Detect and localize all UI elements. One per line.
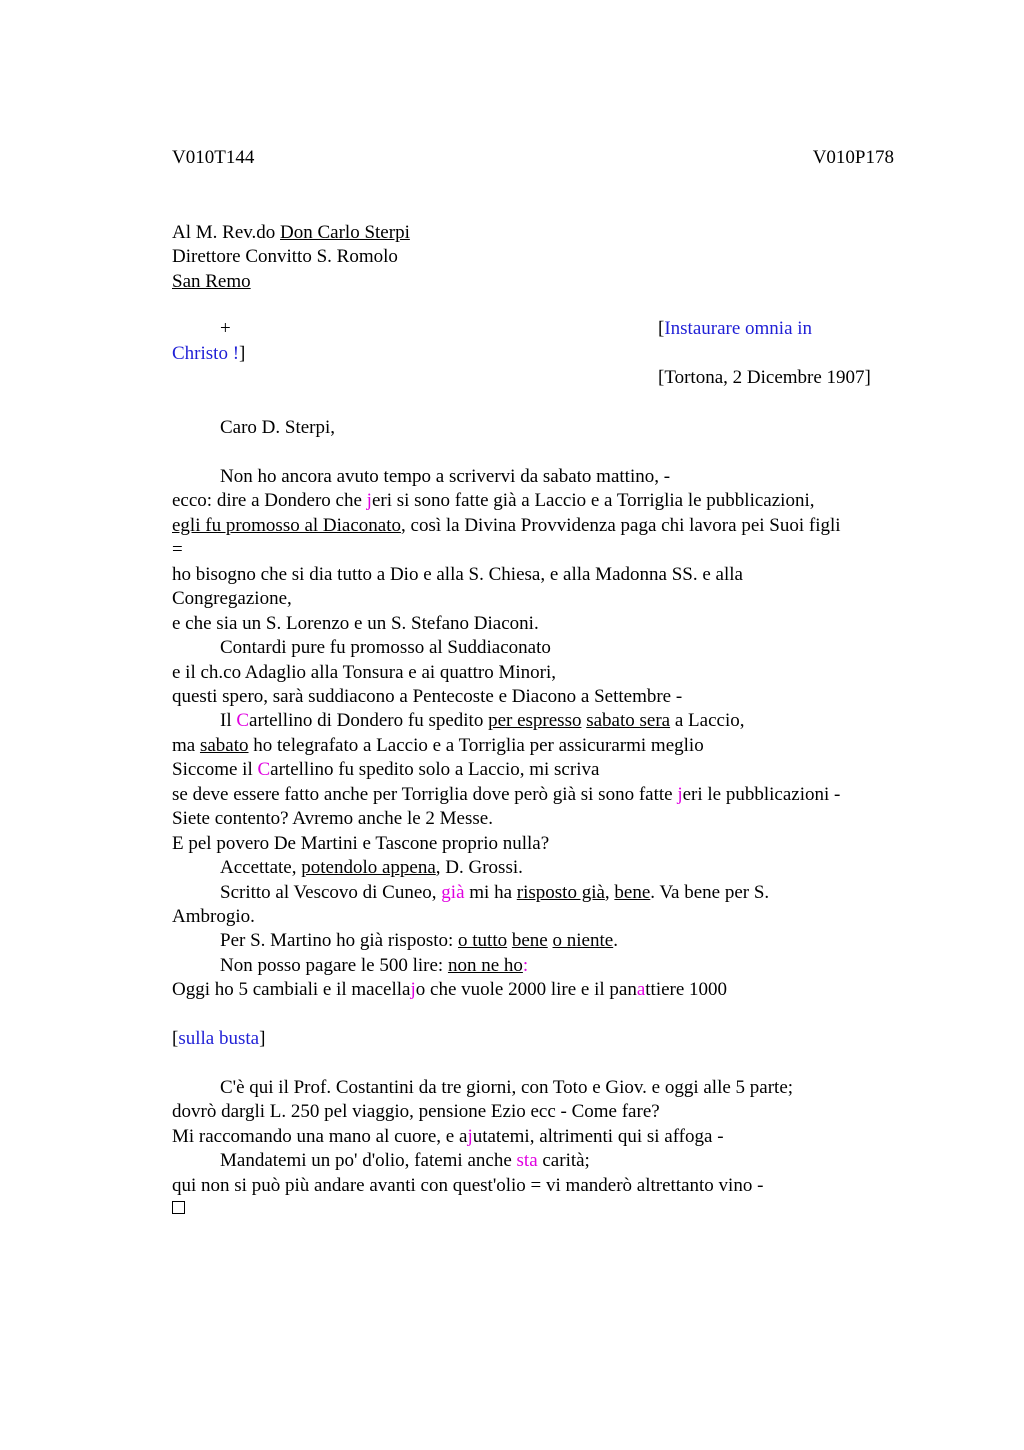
body-line: Siete contento? Avremo anche le 2 Messe. — [172, 808, 493, 829]
body-line: E pel povero De Martini e Tascone proprio nulla? — [172, 833, 550, 854]
motto-line-2: Christo !] — [172, 343, 246, 364]
body-line: egli fu promosso al Diaconato, così la Divina Provvidenza paga chi lavora pei Suoi figli — [172, 515, 841, 536]
address-line-1: Al M. Rev.do Don Carlo Sterpi — [172, 222, 410, 243]
end-mark-square-icon — [172, 1201, 185, 1214]
envelope-line: dovrò dargli L. 250 pel viaggio, pensione Ezio ecc - Come fare? — [172, 1101, 660, 1122]
body-line: Per S. Martino ho già risposto: o tutto bene o niente. — [220, 930, 618, 951]
body-line: Accettate, potendolo appena, D. Grossi. — [220, 857, 523, 878]
envelope-line: Mi raccomando una mano al cuore, e ajutatemi, altrimenti qui si affoga - — [172, 1126, 724, 1147]
body-line: Congregazione, — [172, 588, 292, 609]
body-line: e che sia un S. Lorenzo e un S. Stefano Diaconi. — [172, 613, 539, 634]
address-city: San Remo — [172, 271, 251, 292]
body-line: questi spero, sarà suddiacono a Pentecoste e Diacono a Settembre - — [172, 686, 683, 707]
motto-line-1: [Instaurare omnia in — [658, 318, 813, 339]
body-line: Non ho ancora avuto tempo a scrivervi da sabato mattino, - — [220, 466, 671, 487]
cross-symbol: + — [220, 318, 231, 339]
body-line: Il Cartellino di Dondero fu spedito per espresso sabato sera a Laccio, — [220, 710, 745, 731]
body-line: ma sabato ho telegrafato a Laccio e a Torriglia per assicurarmi meglio — [172, 735, 704, 756]
body-line: Non posso pagare le 500 lire: non ne ho: — [220, 955, 529, 976]
body-line: se deve essere fatto anche per Torriglia dove però già si sono fatte jeri le pubblicazioni - — [172, 784, 841, 805]
body-line: = — [172, 539, 183, 560]
body-line: Scritto al Vescovo di Cuneo, già mi ha risposto già, bene. Va bene per S. — [220, 882, 770, 903]
recipient-name: Don Carlo Sterpi — [280, 222, 410, 243]
body-line: e il ch.co Adaglio alla Tonsura e ai quattro Minori, — [172, 662, 557, 683]
body-line: ho bisogno che si dia tutto a Dio e alla S. Chiesa, e alla Madonna SS. e alla — [172, 564, 743, 585]
place-date: [Tortona, 2 Dicembre 1907] — [658, 367, 871, 388]
envelope-line: qui non si può più andare avanti con quest'olio = vi manderò altrettanto vino - — [172, 1175, 764, 1196]
salutation: Caro D. Sterpi, — [220, 417, 336, 438]
body-line: ecco: dire a Dondero che jeri si sono fatte già a Laccio e a Torriglia le pubblicazioni, — [172, 490, 815, 511]
right-code: V010P178 — [812, 147, 894, 168]
body-line: Siccome il Cartellino fu spedito solo a Laccio, mi scriva — [172, 759, 600, 780]
left-code: V010T144 — [172, 147, 255, 168]
envelope-line: Mandatemi un po' d'olio, fatemi anche sta carità; — [220, 1150, 590, 1171]
body-line: Oggi ho 5 cambiali e il macellajo che vuole 2000 lire e il panattiere 1000 — [172, 979, 728, 1000]
body-line: Ambrogio. — [172, 906, 255, 927]
envelope-line: C'è qui il Prof. Costantini da tre giorni, con Toto e Giov. e oggi alle 5 parte; — [220, 1077, 794, 1098]
address-line-2: Direttore Convitto S. Romolo — [172, 246, 398, 267]
body-line: Contardi pure fu promosso al Suddiaconato — [220, 637, 551, 658]
envelope-label: [sulla busta] — [172, 1028, 266, 1049]
